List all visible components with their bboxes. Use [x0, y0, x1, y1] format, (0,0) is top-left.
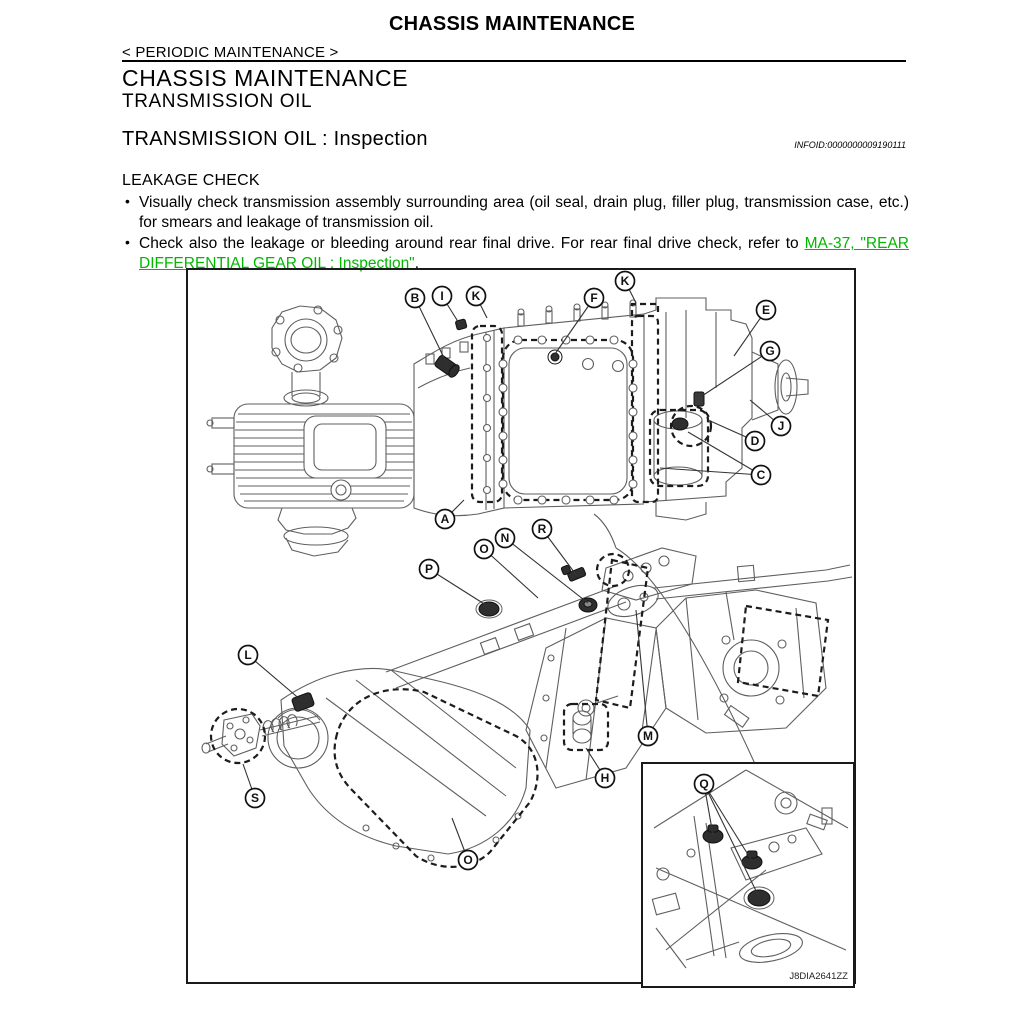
infoid-label: INFOID:0000000009190111: [794, 140, 906, 150]
bullet-list: [122, 193, 909, 276]
breadcrumb: < PERIODIC MAINTENANCE >: [122, 44, 339, 61]
svg-text:F: F: [590, 291, 598, 306]
callout-o1: [475, 540, 539, 599]
bullet-2-text: Check also the leakage or bleeding around rear final drive. For rear final drive check, refer to: [139, 235, 805, 253]
svg-text:L: L: [244, 648, 252, 663]
callout-s: [243, 764, 265, 808]
transmission-diagram-svg: [186, 268, 856, 990]
callout-r: [533, 520, 578, 577]
bullet-dot: •: [125, 193, 130, 209]
callout-h: [586, 748, 615, 788]
page-header-title: CHASSIS MAINTENANCE: [388, 13, 636, 35]
plug-parts: [291, 319, 704, 712]
bullet-1-text: Visually check transmission assembly surrounding area (oil seal, drain plug, filler plug, transmission case, etc.) for smears and leakage of transmission oil.: [139, 194, 909, 232]
bullet-item-1: [122, 193, 909, 233]
callout-d: [708, 420, 765, 451]
svg-text:K: K: [620, 274, 630, 289]
upper-assembly-art: [207, 298, 808, 556]
callout-l: [239, 646, 303, 702]
svg-text:Q: Q: [699, 777, 709, 792]
callout-layer: [239, 272, 791, 898]
callout-k1: [467, 287, 488, 319]
svg-text:G: G: [765, 344, 775, 359]
svg-text:O: O: [479, 542, 489, 557]
svg-text:O: O: [463, 853, 473, 868]
leakage-check-heading: LEAKAGE CHECK: [122, 172, 260, 189]
svg-text:J: J: [777, 419, 785, 434]
callout-g: [702, 342, 780, 397]
svg-text:K: K: [471, 289, 481, 304]
header-rule: [122, 60, 906, 62]
svg-text:A: A: [440, 512, 450, 527]
subsection-title: TRANSMISSION OIL: [122, 91, 313, 112]
svg-text:I: I: [440, 289, 444, 304]
svg-text:C: C: [756, 468, 766, 483]
callout-i: [433, 287, 463, 329]
callout-p: [420, 560, 490, 608]
svg-text:P: P: [424, 562, 434, 577]
svg-text:E: E: [761, 303, 771, 318]
svg-text:D: D: [750, 434, 760, 449]
topic-title: TRANSMISSION OIL : Inspection: [122, 128, 428, 150]
rear-differential-gear-oil-link[interactable]: MA-37, "REAR DIFFERENTIAL GEAR OIL : Inspection": [139, 235, 909, 273]
bullet-dot: •: [125, 234, 130, 251]
callout-o2: [452, 818, 478, 870]
svg-text:H: H: [600, 771, 610, 786]
svg-text:B: B: [410, 291, 420, 306]
figure-transmission-diagram: [186, 268, 856, 990]
section-title: CHASSIS MAINTENANCE: [122, 65, 409, 91]
svg-text:R: R: [537, 522, 547, 537]
svg-text:M: M: [643, 729, 653, 744]
svg-text:S: S: [250, 791, 260, 806]
callout-k2: [616, 272, 637, 304]
callout-j: [750, 400, 791, 436]
bullet-2-suffix: .: [414, 255, 419, 273]
figure-id-label: J8DIA2641ZZ: [789, 971, 848, 982]
svg-text:N: N: [500, 531, 510, 546]
callout-n: [496, 529, 589, 604]
callout-a: [436, 500, 465, 529]
